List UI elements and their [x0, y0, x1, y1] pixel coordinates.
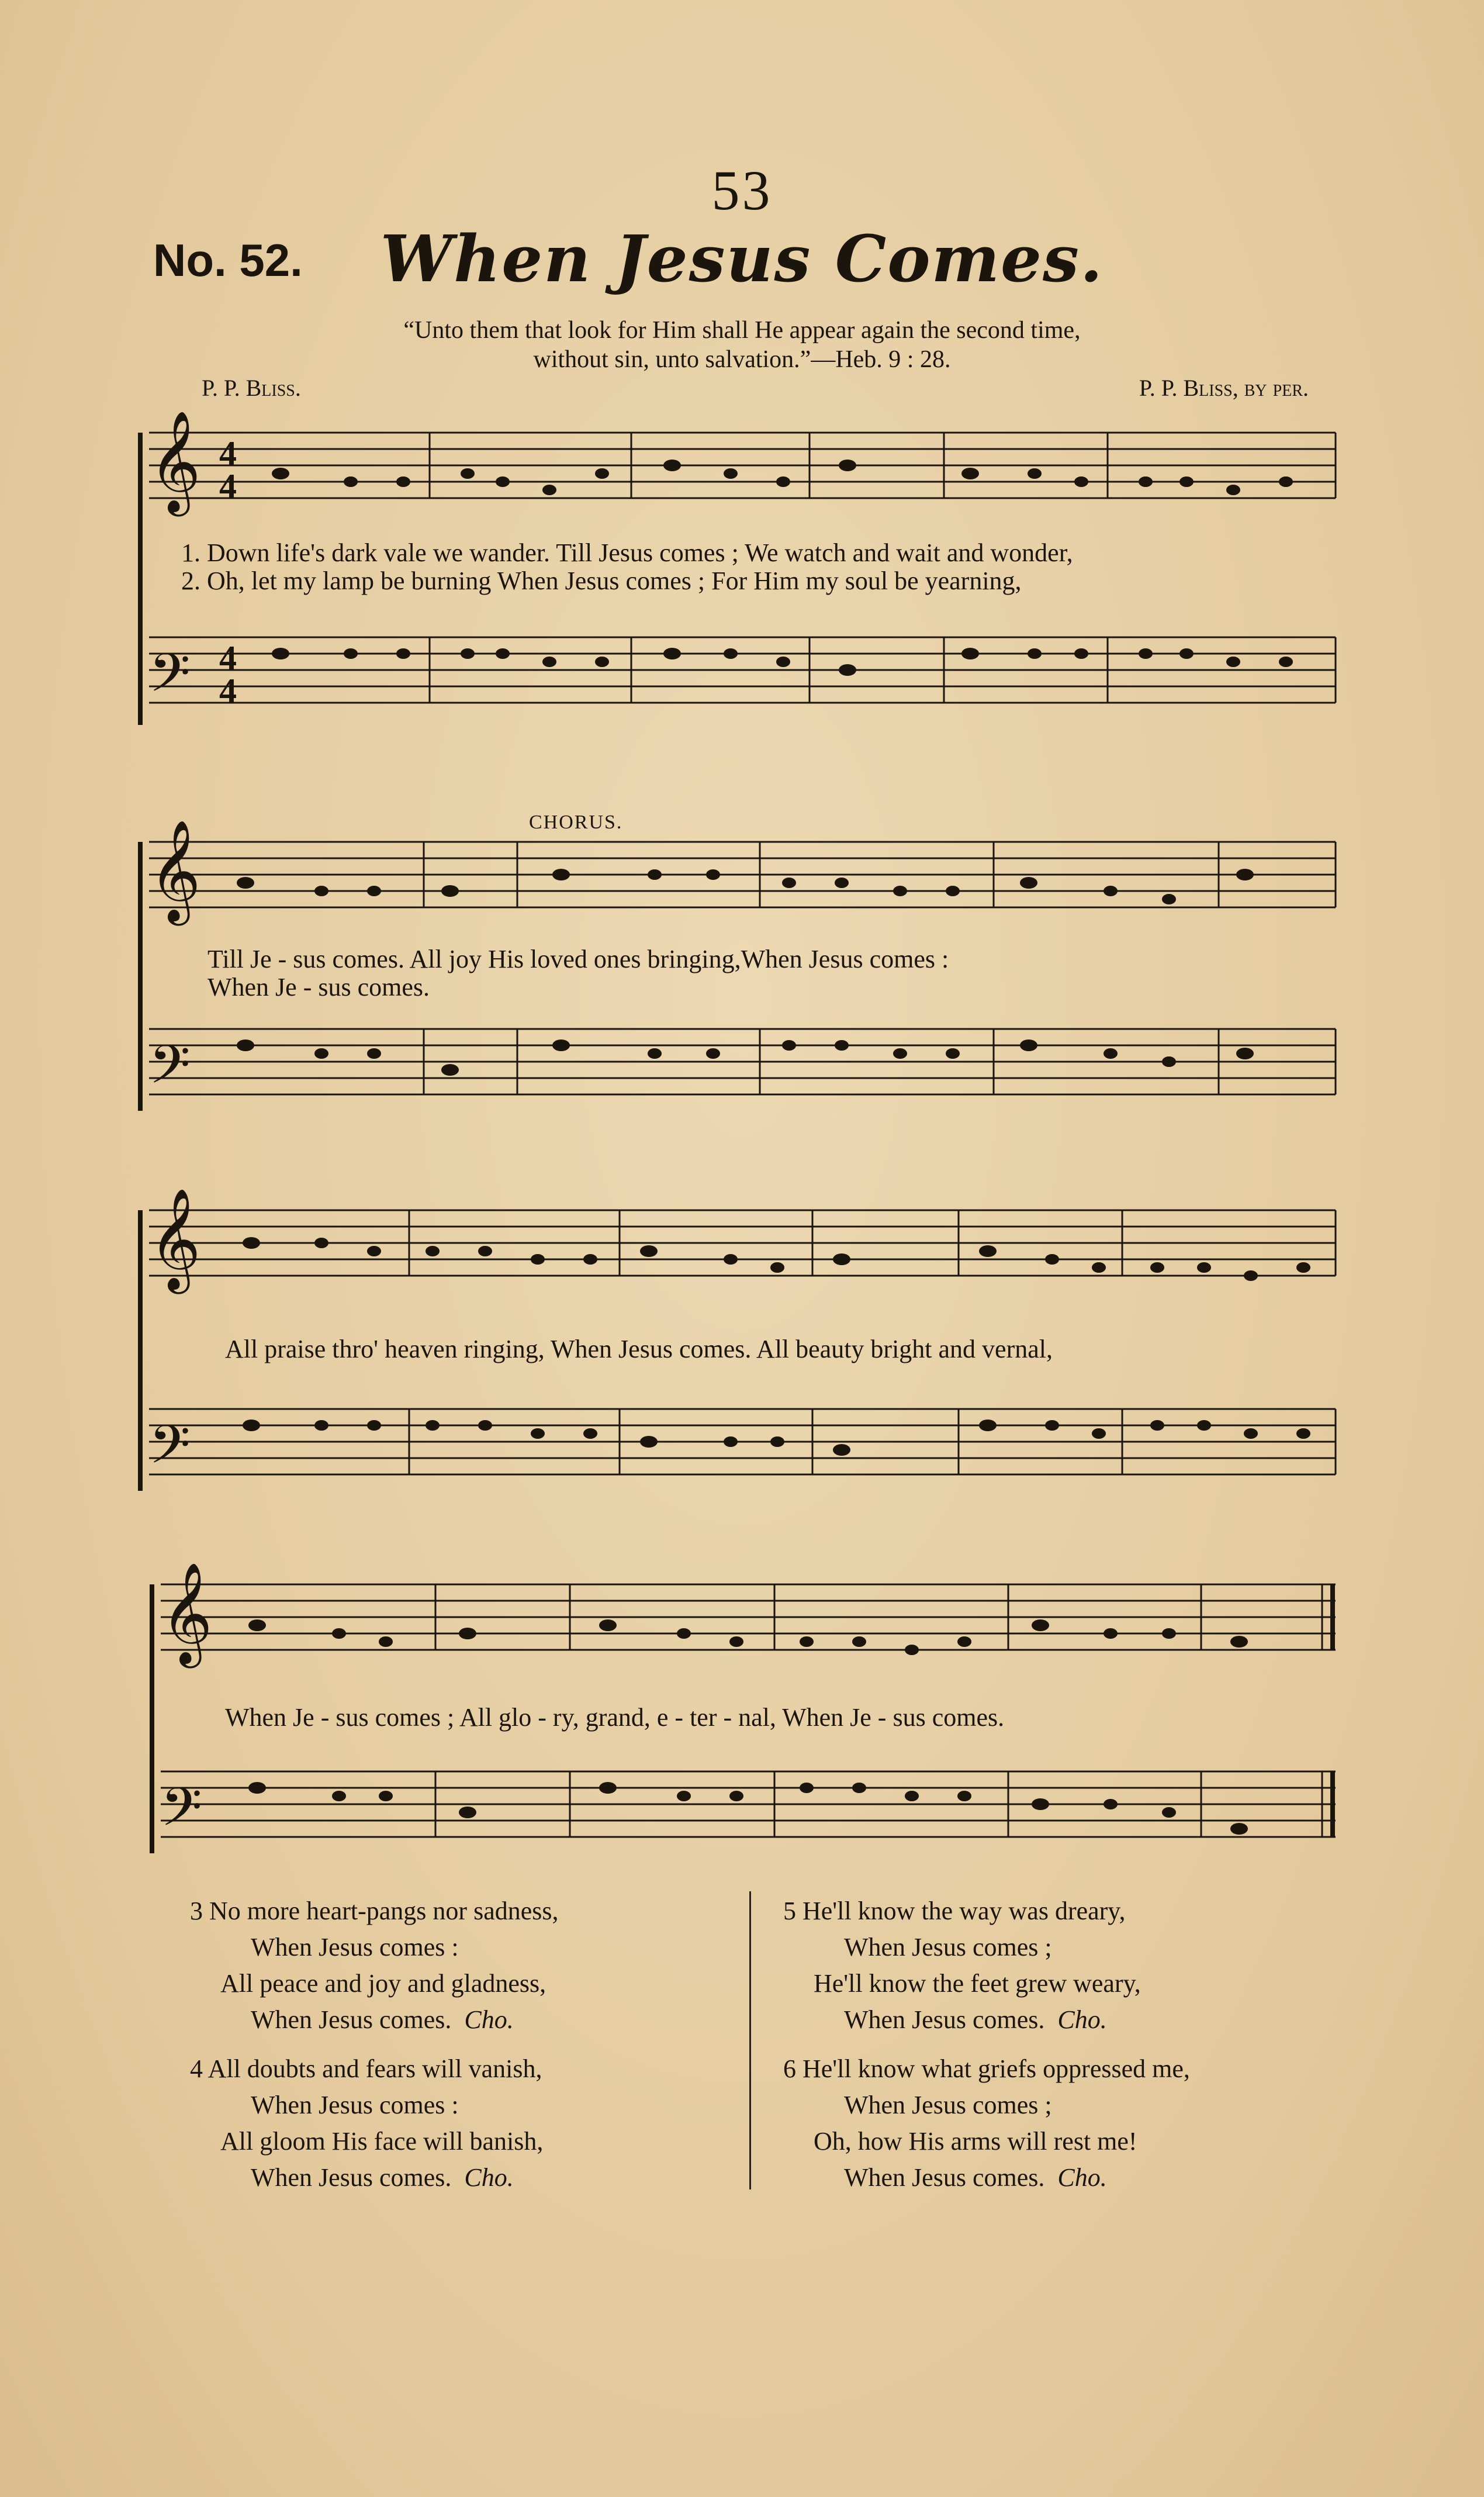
- verse-5: [783, 1893, 1141, 2038]
- song-title: When Jesus Comes.: [380, 221, 1104, 296]
- scripture-epigraph: [175, 316, 1309, 374]
- svg-text:𝄞: 𝄞: [149, 410, 201, 512]
- lyricist-credit: P. P. Bliss.: [202, 375, 301, 401]
- chorus-marker: Cho.: [1057, 2005, 1107, 2034]
- verse-4-line-4: When Jesus comes. Cho.: [251, 2163, 514, 2192]
- song-number: No. 52.: [153, 234, 303, 286]
- svg-text:4: 4: [219, 434, 237, 473]
- verse-4: [190, 2051, 543, 2196]
- svg-text:𝄢: 𝄢: [149, 1414, 191, 1488]
- epigraph-line-1: “Unto them that look for Him shall He appear again the second time,: [403, 317, 1081, 344]
- system-2-lyric-line-1: Till Je - sus comes. All joy His loved ones bringing,When Jesus comes :: [207, 945, 949, 973]
- verse-3-line-3: All peace and joy and gladness,: [220, 1969, 546, 1998]
- verse-5-line-2: When Jesus comes ;: [844, 1933, 1052, 1961]
- epigraph-line-2: without sin, unto salvation.”—Heb. 9 : 28.: [533, 346, 951, 373]
- verse-5-line-1: 5 He'll know the way was dreary,: [783, 1897, 1126, 1925]
- page-number: 53: [711, 159, 773, 222]
- svg-text:4: 4: [219, 672, 237, 710]
- verse-4-line-3: All gloom His face will banish,: [220, 2127, 544, 2156]
- verse-6-line-4: When Jesus comes. Cho.: [844, 2163, 1107, 2192]
- composer-credit: P. P. Bliss, by per.: [1139, 375, 1309, 401]
- svg-text:𝄢: 𝄢: [149, 642, 191, 717]
- chorus-marker: Cho.: [464, 2163, 514, 2192]
- svg-text:4: 4: [219, 467, 237, 506]
- svg-text:𝄞: 𝄞: [149, 820, 201, 921]
- svg-text:𝄞: 𝄞: [161, 1562, 213, 1664]
- verse-5-line-4: When Jesus comes. Cho.: [844, 2005, 1107, 2034]
- verse-4-line-1: 4 All doubts and fears will vanish,: [190, 2054, 542, 2083]
- svg-text:𝄢: 𝄢: [149, 1034, 191, 1108]
- verse-6: [783, 2051, 1190, 2196]
- verse-6-line-2: When Jesus comes ;: [844, 2091, 1052, 2119]
- system-1-lyric-line-1: 1. Down life's dark vale we wander. Till Jesus comes ; We watch and wait and wonder,: [181, 538, 1073, 567]
- verse-3-line-2: When Jesus comes :: [251, 1933, 459, 1961]
- system-1-lyric-line-2: 2. Oh, let my lamp be burning When Jesus comes ; For Him my soul be yearning,: [181, 567, 1022, 595]
- verse-4-line-2: When Jesus comes :: [251, 2091, 459, 2119]
- chorus-marker: Cho.: [464, 2005, 514, 2034]
- verse-5-line-3: He'll know the feet grew weary,: [814, 1969, 1141, 1998]
- chorus-label: CHORUS.: [529, 811, 623, 833]
- svg-text:4: 4: [219, 639, 237, 678]
- verse-column-divider: [749, 1891, 751, 2189]
- system-3-lyric-line-1: All praise thro' heaven ringing, When Jesus comes. All beauty bright and vernal,: [225, 1335, 1053, 1363]
- svg-text:𝄞: 𝄞: [149, 1188, 201, 1290]
- system-2-lyric-line-2: When Je - sus comes.: [207, 973, 430, 1001]
- verse-6-line-1: 6 He'll know what griefs oppressed me,: [783, 2054, 1190, 2083]
- verse-3-line-1: 3 No more heart-pangs nor sadness,: [190, 1897, 559, 1925]
- svg-text:𝄢: 𝄢: [161, 1776, 202, 1851]
- verse-6-line-3: Oh, how His arms will rest me!: [814, 2127, 1137, 2156]
- system-4-lyric-line-1: When Je - sus comes ; All glo - ry, grand, e - ter - nal, When Je - sus comes.: [225, 1703, 1005, 1732]
- verse-3-line-4: When Jesus comes. Cho.: [251, 2005, 514, 2034]
- chorus-marker: Cho.: [1057, 2163, 1107, 2192]
- verse-3: [190, 1893, 559, 2038]
